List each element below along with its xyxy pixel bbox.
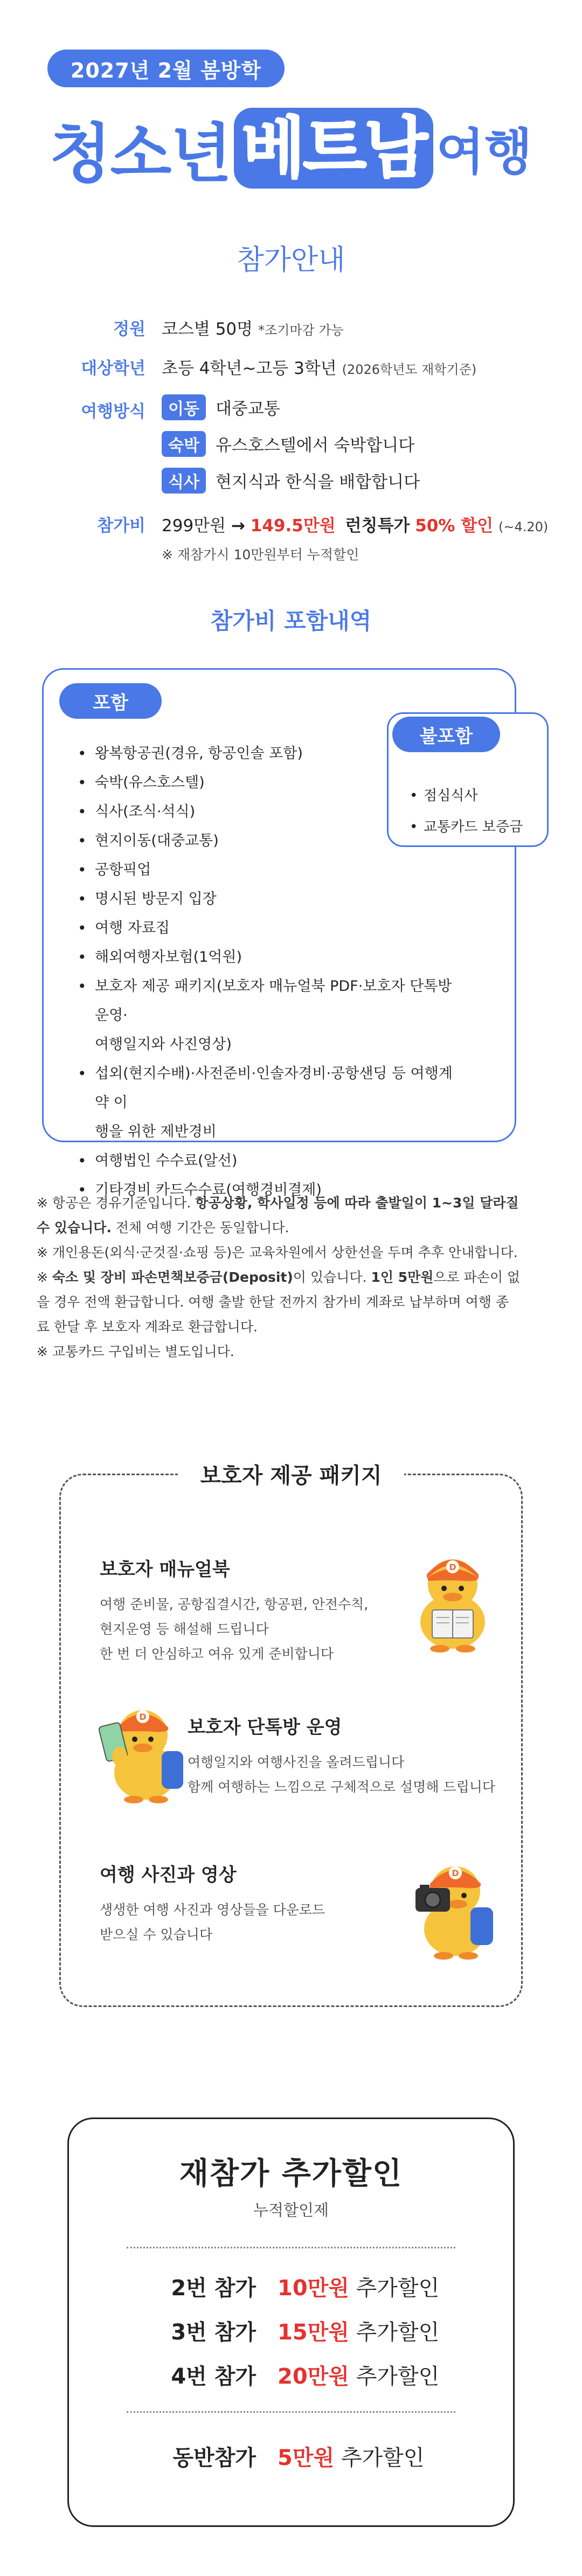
discount-rest: 추가할인 [349, 2320, 440, 2345]
note-text: 이 있습니다. [293, 1269, 371, 1285]
list-item-continued: 행을 위한 제반경비 [95, 1123, 217, 1140]
discount-rest: 추가할인 [334, 2446, 425, 2470]
svg-text:D: D [452, 1868, 459, 1878]
notes [37, 1191, 554, 1364]
desc-line: 여행 준비물, 공항집결시간, 항공편, 안전수칙, [100, 1596, 369, 1612]
package-item-desc [188, 1750, 495, 1800]
discount-row-label: 4번 참가 [171, 2364, 256, 2389]
desc-line: 생생한 여행 사진과 영상들을 다운로드 [100, 1902, 325, 1918]
note-text: 으로 파손이 없 [433, 1269, 521, 1285]
note-bold: 1인 5만원 [371, 1269, 434, 1285]
list-item: • 명시된 방문지 입장 [74, 885, 462, 914]
package-item-title: 여행 사진과 영상 [100, 1864, 237, 1886]
discount-rest: 추가할인 [349, 2364, 440, 2389]
package-item-title: 보호자 단톡방 운영 [188, 1717, 342, 1738]
note-text: ※ 항공은 경유기준입니다. [37, 1195, 196, 1211]
note-bold: 숙소 및 장비 파손면책보증금(Deposit) [52, 1269, 293, 1285]
method-text: 대중교통 [215, 399, 280, 419]
fee-discount: 50% 할인 [415, 516, 494, 536]
arrow-right-icon: → [231, 516, 245, 536]
duck-camera-icon [401, 1848, 509, 1961]
package-title: 보호자 제공 패키지 [178, 1457, 404, 1490]
method-tag: 숙박 [162, 431, 206, 457]
discount-row-label: 동반참가 [172, 2446, 256, 2470]
desc-line: 받으실 수 있습니다 [100, 1927, 213, 1942]
duck-phone-icon [86, 1692, 194, 1805]
target-note: (2026학년도 재학기준) [342, 362, 477, 377]
title-part-travel: 여행 [436, 123, 532, 181]
note-text: 을 경우 전액 환급합니다. 여행 출발 한달 전까지 참가비 계좌로 납부하며 여행 종 [37, 1294, 509, 1310]
divider [127, 2411, 455, 2413]
discount-amount: 5만원 [278, 2446, 335, 2470]
note-text: 료 한달 후 보호자 계좌로 환급합니다. [37, 1319, 258, 1335]
list-item: • 섭외(현지수배)·사전준비·인솔자경비·공항샌딩 등 여행계약 이 [74, 1059, 462, 1117]
fee-value [162, 512, 548, 536]
note-text: 전체 여행 기간은 동일합니다. [111, 1220, 289, 1235]
desc-line: 한 번 더 안심하고 여유 있게 준비합니다 [100, 1646, 334, 1662]
target-text: 초등 4학년~고등 3학년 [162, 359, 337, 378]
capacity-label: 정원 [113, 320, 146, 339]
discount-amount: 10만원 [278, 2276, 349, 2301]
note-text: ※ 교통카드 구입비는 별도입니다. [37, 1344, 234, 1359]
discount-rest: 추가할인 [349, 2276, 440, 2301]
method-item-transport [162, 394, 280, 420]
desc-line: 현지운영 등 해설해 드립니다 [100, 1621, 269, 1637]
target-value [162, 355, 476, 379]
discount-row [67, 2271, 515, 2302]
method-tag: 식사 [162, 468, 206, 494]
title-part-youth: 청소년 [50, 116, 231, 191]
excluded-chip: 불포함 [392, 717, 500, 752]
list-item: • 공항픽업 [74, 856, 462, 885]
capacity-value [162, 315, 344, 339]
list-item-continued: 여행일지와 사진영상) [95, 1036, 232, 1053]
svg-text:D: D [449, 1562, 456, 1572]
included-section-title: 참가비 포함내역 [210, 608, 372, 634]
discount-row-companion [67, 2441, 515, 2471]
capacity-text: 코스별 50명 [162, 320, 253, 339]
svg-text:D: D [139, 1712, 147, 1722]
list-item: • 여행 자료집 [74, 914, 462, 943]
list-item: • 기타경비 카드수수료(여행경비결제) [74, 1176, 462, 1205]
fee-until: (~4.20) [498, 519, 549, 534]
desc-line: 함께 여행하는 느낌으로 구체적으로 설명해 드립니다 [188, 1779, 496, 1795]
method-text: 유스호스텔에서 숙박합니다 [215, 436, 415, 455]
target-label: 대상학년 [81, 359, 146, 378]
list-item: • 숙박(유스호스텔) [74, 768, 462, 797]
discount-title: 재참가 추가할인 [179, 2156, 403, 2191]
list-item: • 교통카드 보증금 [407, 811, 542, 843]
discount-amount: 15만원 [278, 2320, 349, 2345]
divider [127, 2247, 455, 2248]
fee-sale: 149.5만원 [250, 516, 336, 536]
discount-amount: 20만원 [278, 2364, 349, 2389]
method-item-lodging [162, 431, 414, 457]
capacity-note: *조기마감 가능 [258, 323, 344, 338]
method-tag: 이동 [162, 394, 206, 420]
note-text: ※ [37, 1269, 52, 1285]
package-item-title: 보호자 매뉴얼북 [100, 1559, 230, 1580]
discount-subtitle: 누적할인제 [253, 2201, 329, 2219]
discount-row-label: 3번 참가 [171, 2320, 256, 2345]
duck-reading-icon [399, 1541, 507, 1654]
fee-original: 299만원 [162, 516, 226, 536]
list-item: • 점심식사 [407, 780, 542, 811]
fee-note: ※ 재참가시 10만원부터 누적할인 [162, 547, 359, 563]
package-item-desc [100, 1898, 325, 1947]
list-item: • 식사(조식·석식) [74, 797, 462, 827]
list-item: • 보호자 제공 패키지(보호자 매뉴얼북 PDF·보호자 단톡방 운영· [74, 972, 462, 1030]
method-text: 현지식과 한식을 배합합니다 [215, 473, 420, 492]
list-item: • 해외여행자보험(1억원) [74, 943, 462, 972]
fee-label: 참가비 [97, 516, 146, 536]
list-item: • 현지이동(대중교통) [74, 827, 462, 856]
discount-row [67, 2315, 515, 2346]
title-part-vietnam: 베트남 [234, 108, 433, 189]
discount-row-label: 2번 참가 [171, 2276, 256, 2301]
fee-launch: 런칭특가 [345, 516, 410, 536]
excluded-list [407, 780, 542, 843]
discount-row [67, 2359, 515, 2390]
term-badge: 2027년 2월 봄방학 [47, 50, 285, 87]
method-label: 여행방식 [81, 402, 146, 421]
included-chip: 포함 [59, 683, 162, 719]
main-title [43, 102, 539, 194]
list-item: • 왕복항공권(경유, 항공인솔 포함) [74, 739, 462, 768]
list-item: • 여행법인 수수료(알선) [74, 1147, 462, 1176]
note-bold: 수 있습니다. [37, 1220, 112, 1235]
method-item-meal [162, 468, 420, 494]
info-section-title: 참가안내 [237, 244, 345, 276]
note-bold: 항공상황, 학사일정 등에 따라 출발일이 1~3일 달라질 [195, 1195, 519, 1211]
note-text: ※ 개인용돈(외식·군것질·쇼핑 등)은 교육차원에서 상한선을 두며 추후 안내합니다. [37, 1245, 518, 1260]
desc-line: 여행일지와 여행사진을 올려드립니다 [188, 1754, 405, 1770]
package-item-desc [100, 1592, 368, 1667]
